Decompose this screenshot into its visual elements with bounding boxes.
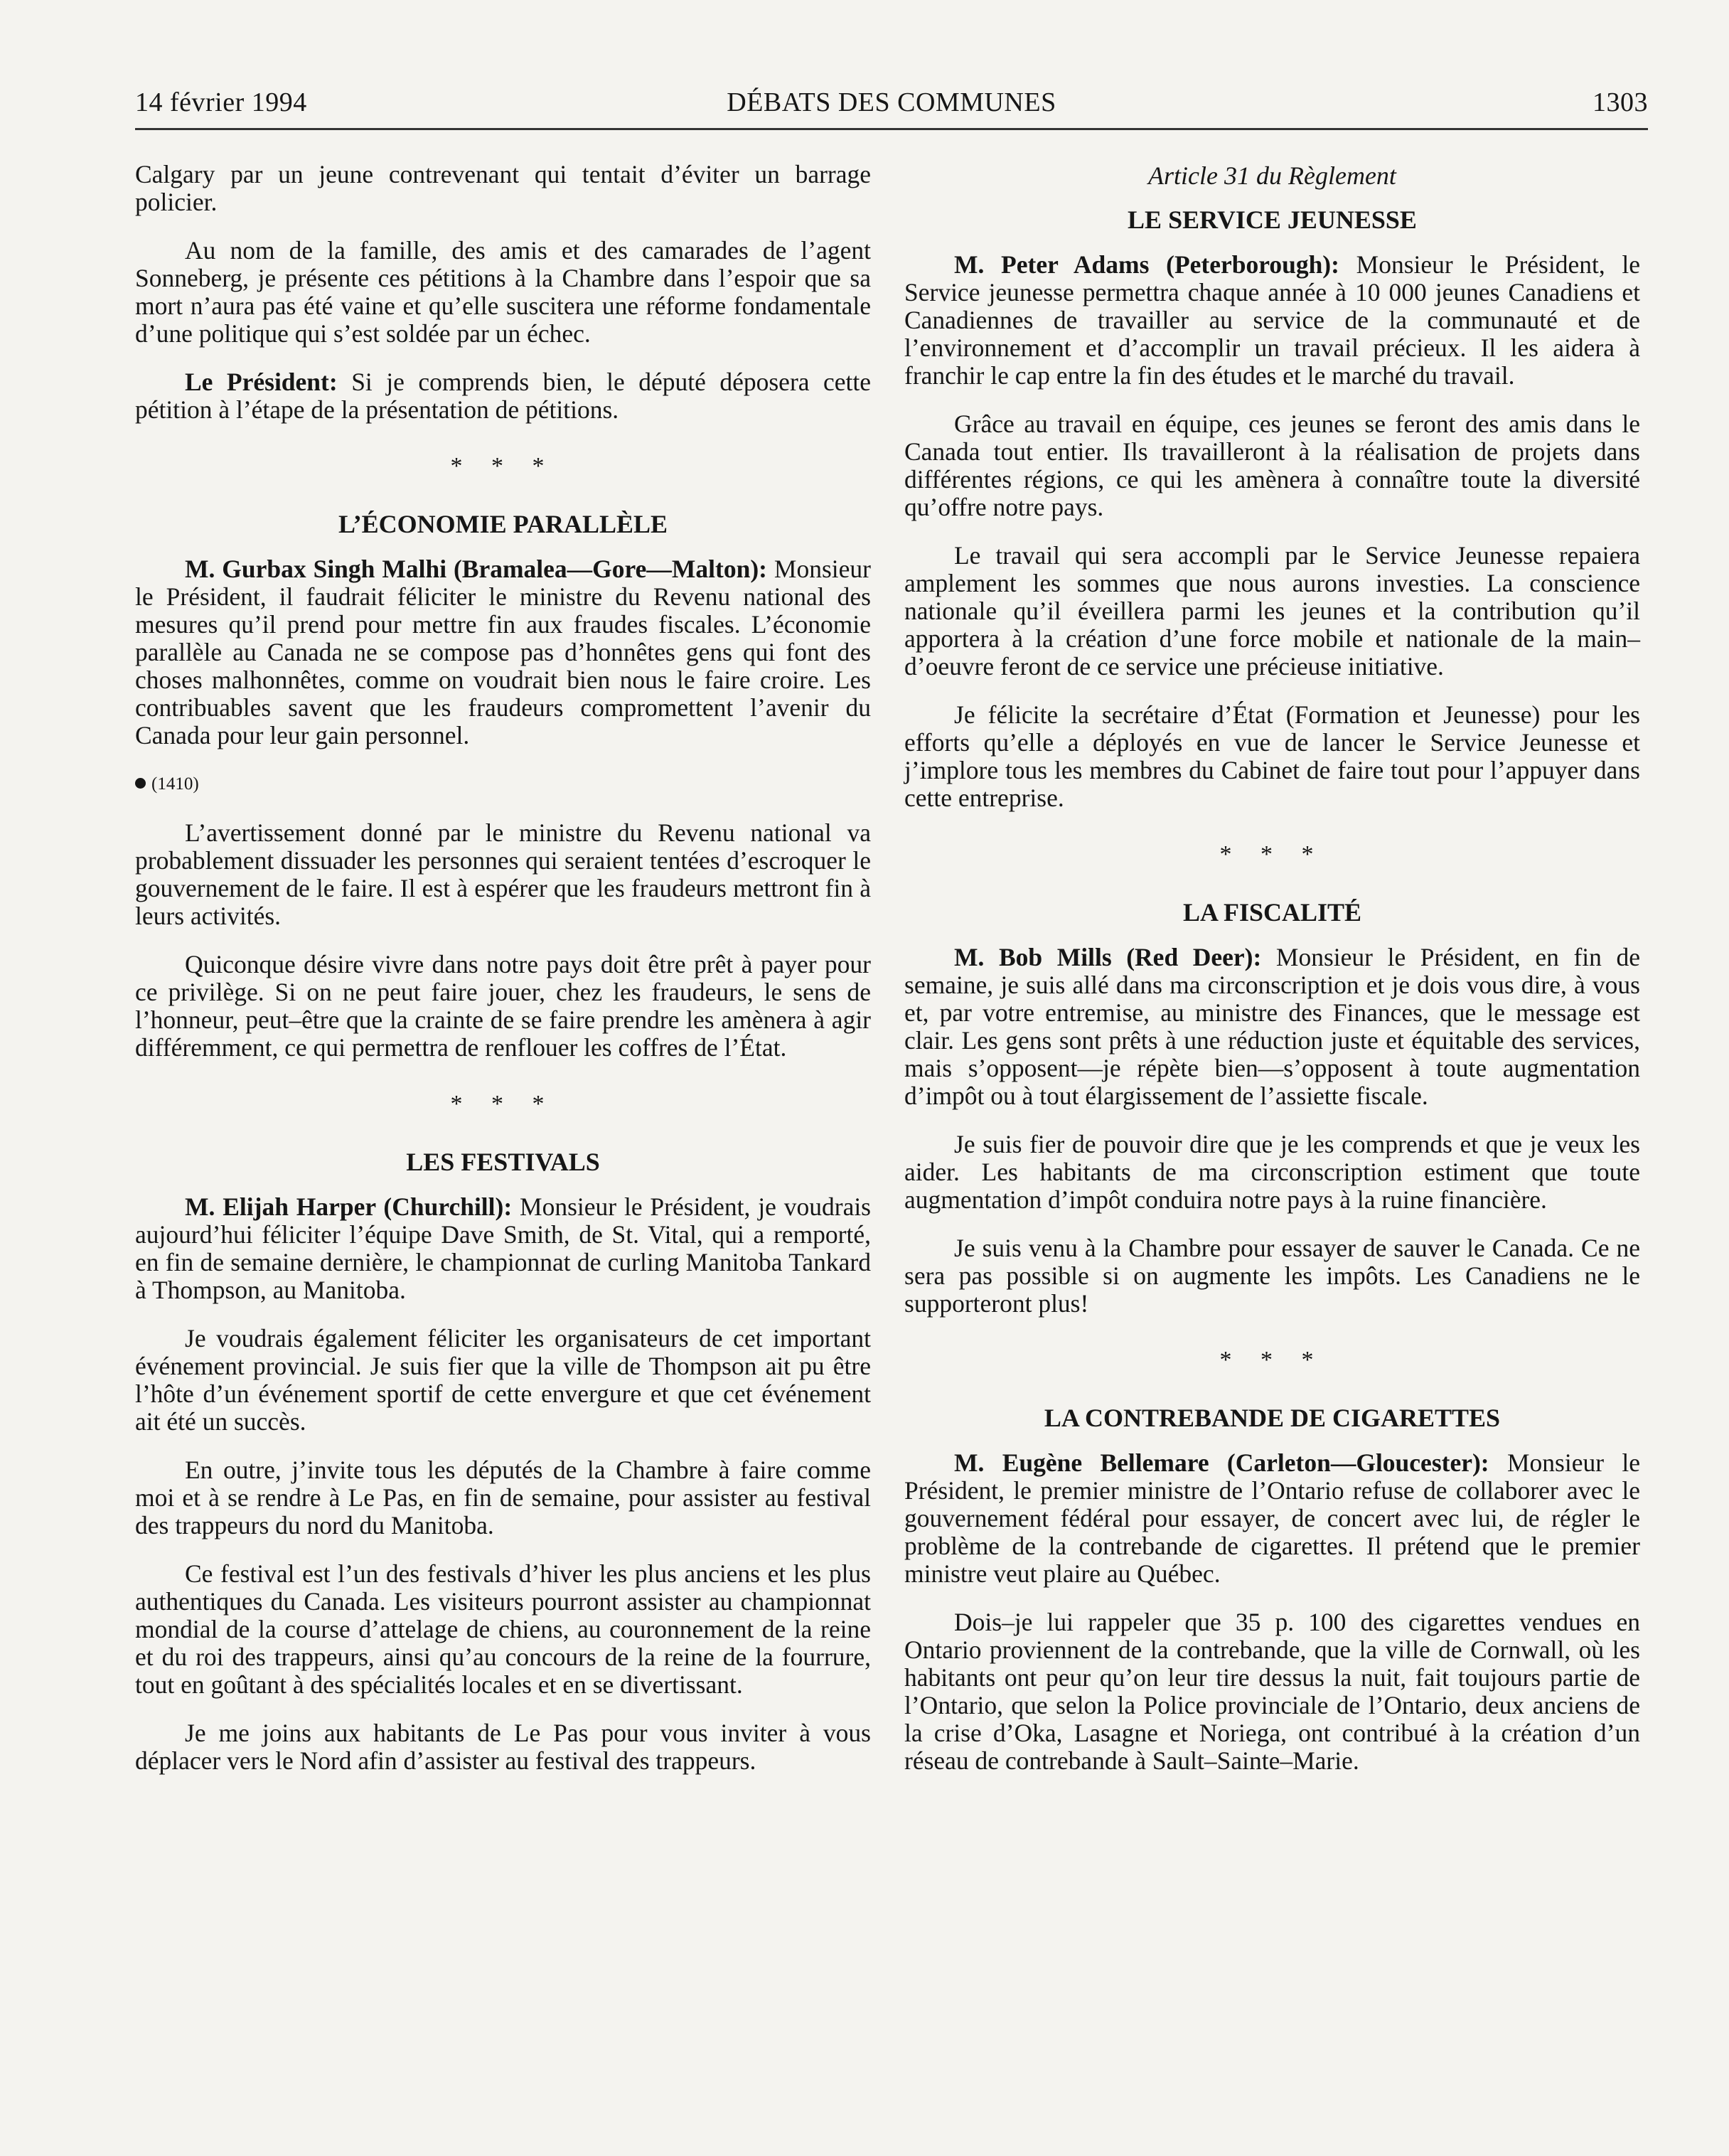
paragraph: Calgary par un jeune contrevenant qui tentait d’éviter un barrage policier. <box>135 160 871 216</box>
section-heading: L’ÉCONOMIE PARALLÈLE <box>338 510 668 538</box>
paragraph <box>904 251 1640 390</box>
paragraph: Quiconque désire vivre dans notre pays doit être prêt à payer pour ce privilège. Si on ne peut faire jouer, chez les fraudeurs, le sens de l’honneur, peut–être que la crainte de se faire prendre les amènera à agir différemment, ce qui permettra de renflouer les coffres de l’État. <box>135 950 871 1062</box>
section-separator: * * * <box>1219 841 1325 868</box>
left-column <box>135 161 871 1795</box>
paragraph: Dois–je lui rappeler que 35 p. 100 des cigarettes vendues en Ontario proviennent de la contrebande, que la ville de Cornwall, où les habitants ont peur qu’on leur tire dessus la nuit, fait toujours partie de l’Ontario, que selon la Police provinciale de l’Ontario, deux anciens de la crise d’Oka, Lasagne et Noriega, ont contribué à la création d’un réseau de contrebande à Sault–Sainte–Marie. <box>904 1608 1640 1775</box>
paragraph <box>904 944 1640 1110</box>
paragraph: Je voudrais également féliciter les organisateurs de cet important événement provincial. Je suis fier que la ville de Thompson ait pu être l’hôte d’un événement sportif de cette envergure et que cet événement ait été un succès. <box>135 1324 871 1436</box>
right-column <box>904 161 1640 1795</box>
section-heading: LES FESTIVALS <box>406 1148 600 1176</box>
speech-text: Monsieur le Président, le Service jeunesse permettra chaque année à 10 000 jeunes Canadiens et Canadiennes de travailler au service de la communauté et de l’environnement et d’accomplir un travail précieux. Il les aidera à franchir le cap entre la fin des études et le marché du travail. <box>904 250 1640 390</box>
speaker-name: M. Bob Mills (Red Deer): <box>954 943 1262 971</box>
header-title: DÉBATS DES COMMUNES <box>727 87 1056 117</box>
paragraph: Je félicite la secrétaire d’État (Formation et Jeunesse) pour les efforts qu’elle a déployés en vue de lancer le Service Jeunesse et j’implore tous les membres du Cabinet de faire tout pour l’appuyer dans cette entreprise. <box>904 700 1640 812</box>
page-number: 1303 <box>1592 87 1648 117</box>
paragraph <box>135 368 871 424</box>
time-marker <box>135 770 871 798</box>
section-heading: LA CONTREBANDE DE CIGARETTES <box>1044 1404 1501 1432</box>
paragraph: Ce festival est l’un des festivals d’hiver les plus anciens et les plus authentiques du Canada. Les visiteurs pourront assister au championnat mondial de la course d’attelage de chiens, au couronnement de la reine et du roi des trappeurs, ainsi qu’au concours de la reine de la fourrure, tout en goûtant à des spécialités locales et en se divertissant. <box>135 1559 871 1699</box>
paragraph <box>135 555 871 749</box>
paragraph: En outre, j’invite tous les députés de la Chambre à faire comme moi et à se rendre à Le Pas, en fin de semaine, pour assister au festival des trappeurs du nord du Manitoba. <box>135 1456 871 1539</box>
section-separator: * * * <box>450 1091 556 1117</box>
paragraph: Au nom de la famille, des amis et des camarades de l’agent Sonneberg, je présente ces pétitions à la Chambre dans l’espoir que sa mort n’aura pas été vaine et qu’elle suscitera une réforme fondamentale d’une politique qui s’est soldée par un échec. <box>135 236 871 348</box>
time-marker-text: (1410) <box>151 774 199 794</box>
speaker-name: M. Elijah Harper (Churchill): <box>185 1192 513 1221</box>
speech-text: Monsieur le Président, le premier ministre de l’Ontario refuse de collaborer avec le gouvernement fédéral pour essayer, de concert avec lui, de régler le problème de la contrebande de cigarettes. Il prétend que le premier ministre veut plaire au Québec. <box>904 1448 1640 1588</box>
speech-text: Monsieur le Président, il faudrait féliciter le ministre du Revenu national des mesures qu’il prend pour mettre fin aux fraudes fiscales. L’économie parallèle au Canada ne se compose pas d’honnêtes gens qui font des choses malhonnêtes, comme on voudrait bien nous le faire croire. Les contribuables savent que les fraudeurs compromettent l’avenir du Canada pour leur gain personnel. <box>135 555 871 749</box>
paragraph: Grâce au travail en équipe, ces jeunes se feront des amis dans le Canada tout entier. Ils travailleront à la réalisation de projets dans différentes régions, ce qui les amènera à connaître toute la diversité qu’offre notre pays. <box>904 410 1640 521</box>
paragraph <box>135 1193 871 1304</box>
paragraph: Je suis venu à la Chambre pour essayer de sauver le Canada. Ce ne sera pas possible si on augmente les impôts. Les Canadiens ne le supporteront plus! <box>904 1234 1640 1318</box>
section-heading: LE SERVICE JEUNESSE <box>1128 206 1417 234</box>
speaker-name: M. Gurbax Singh Malhi (Bramalea—Gore—Malton): <box>185 555 767 583</box>
paragraph: Le travail qui sera accompli par le Service Jeunesse repaiera amplement les sommes que nous aurons investies. La conscience nationale qu’il éveillera parmi les jeunes et la contribution qu’il apportera à la création d’une force mobile et nationale de la main–d’oeuvre feront de ce service une précieuse initiative. <box>904 541 1640 681</box>
header-date: 14 février 1994 <box>135 87 307 117</box>
speaker-name: Le Président: <box>185 368 338 396</box>
section-separator: * * * <box>450 453 556 479</box>
page-header <box>135 84 1648 130</box>
rubric-title: Article 31 du Règlement <box>1148 161 1396 190</box>
speech-text: Si je comprends bien, le député déposera cette pétition à l’étape de la présentation de pétitions. <box>135 368 872 424</box>
speech-text: Monsieur le Président, je voudrais aujourd’hui féliciter l’équipe Dave Smith, de St. Vital, qui a remporté, en fin de semaine dernière, le championnat de curling Manitoba Tankard à Thompson, au Manitoba. <box>135 1192 871 1304</box>
speech-text: Monsieur le Président, en fin de semaine, je suis allé dans ma circonscription et je dois vous dire, à vous et, par votre entremise, au ministre des Finances, que le message est clair. Les gens sont prêts à une réduction juste et équitable des services, mais s’opposent—je répète bien—s’opposent à toute augmentation d’impôt ou à tout élargissement de l’assiette fiscale. <box>904 943 1640 1110</box>
section-separator: * * * <box>1219 1347 1325 1373</box>
paragraph: Je me joins aux habitants de Le Pas pour vous inviter à vous déplacer vers le Nord afin d’assister au festival des trappeurs. <box>135 1719 871 1775</box>
paragraph <box>904 1449 1640 1588</box>
bullet-icon <box>135 778 146 789</box>
paragraph: L’avertissement donné par le ministre du Revenu national va probablement dissuader les personnes qui seraient tentées d’escroquer le gouvernement de le faire. Il est à espérer que les fraudeurs mettront fin à leurs activités. <box>135 818 871 930</box>
section-heading: LA FISCALITÉ <box>1182 898 1362 927</box>
speaker-name: M. Eugène Bellemare (Carleton—Gloucester): <box>954 1448 1489 1477</box>
speaker-name: M. Peter Adams (Peterborough): <box>954 250 1339 279</box>
paragraph: Je suis fier de pouvoir dire que je les comprends et que je veux les aider. Les habitants de ma circonscription estiment que toute augmentation d’impôt conduira notre pays à la ruine financière. <box>904 1130 1640 1214</box>
